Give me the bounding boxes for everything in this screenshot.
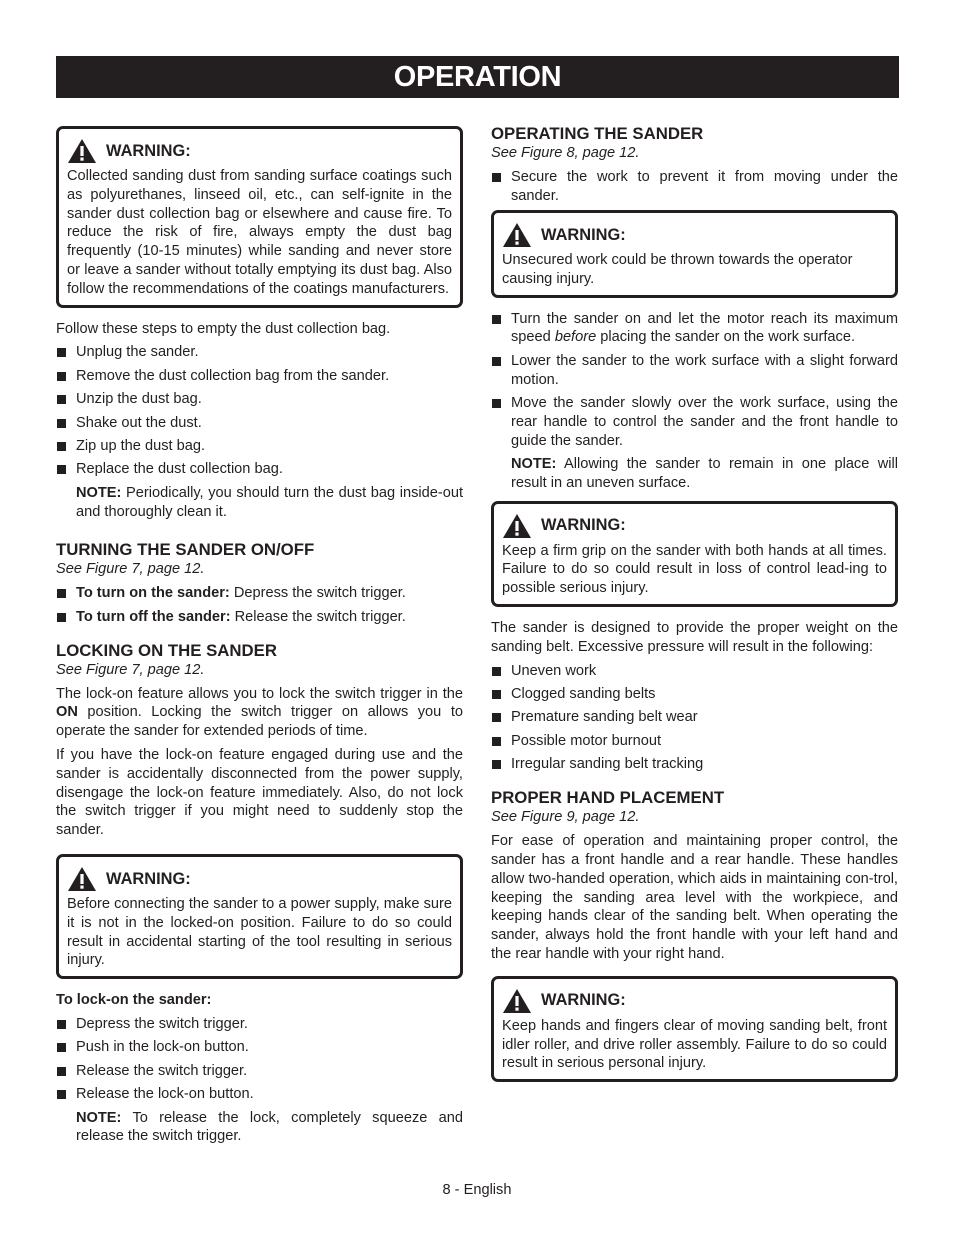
list-item: Lower the sander to the work surface with a slight forward motion. (491, 352, 898, 390)
list-item: Release the lock-on button. (56, 1085, 463, 1104)
item-label: To turn off the sander: (76, 608, 231, 625)
warning-label: WARNING: (541, 516, 626, 535)
page-title-banner (56, 56, 899, 98)
figure-reference: See Figure 8, page 12. (491, 145, 640, 161)
right-column (491, 124, 898, 1094)
item-emphasis: before (554, 329, 597, 346)
list-item: Zip up the dust bag. (56, 437, 463, 456)
warning-text: Keep hands and fingers clear of moving sanding belt, front idler roller, and drive roller assembly. Failure to do so could result in serious personal injury. (502, 1017, 887, 1072)
warning-text: Unsecured work could be thrown towards the operator causing injury. (502, 251, 853, 287)
lock-on-note (56, 1109, 463, 1147)
lock-on-steps-list (56, 1015, 463, 1104)
list-item: Shake out the dust. (56, 414, 463, 433)
lock-text-a: The lock-on feature allows you to lock the switch trigger in the (56, 685, 463, 702)
warning-triangle-icon (502, 988, 532, 1014)
item-text-a: Turn the sander on and let the motor reach its maximum speed (511, 310, 898, 346)
list-item: Unzip the dust bag. (56, 390, 463, 409)
warning-text: Keep a firm grip on the sander with both hands at all times. Failure to do so could result in loss of control lead-ing to possible serious injury. (502, 542, 887, 597)
section-heading-locking: LOCKING ON THE SANDER (56, 640, 277, 660)
list-item: Remove the dust collection bag from the sander. (56, 367, 463, 386)
warning-text: Collected sanding dust from sanding surface coatings such as polyurethanes, linseed oil, etc., can self-ignite in the sander dust collection bag or elsewhere and cause fire. To reduce the risk of fire, always empty the dust bag frequently (10-15 minutes) while sanding and never store or leave a sander without totally emptying its dust bag. Also follow the recommendations of the coatings manufacturers. (67, 168, 452, 297)
left-column (56, 124, 463, 1151)
lock-paragraph-1 (56, 685, 463, 741)
list-item (56, 584, 463, 603)
list-item: Irregular sanding belt tracking (491, 755, 898, 774)
empty-note (56, 484, 463, 522)
warning-triangle-icon (67, 866, 97, 892)
pressure-intro: The sander is designed to provide the proper weight on the sanding belt. Excessive pressure will result in the following: (491, 619, 898, 655)
list-item: Replace the dust collection bag. (56, 460, 463, 479)
on-off-list (56, 584, 463, 626)
on-label: ON (56, 704, 78, 721)
lock-text-b: position. Locking the switch trigger on allows you to operate the sander for extended periods of time. (56, 704, 463, 740)
list-item: Uneven work (491, 662, 898, 681)
list-item: Unplug the sander. (56, 343, 463, 362)
list-item: Secure the work to prevent it from moving under the sander. (491, 168, 898, 206)
warning-box-dust (56, 126, 463, 308)
page-title: OPERATION (393, 61, 562, 93)
list-item: Release the switch trigger. (56, 1062, 463, 1081)
list-item: Premature sanding belt wear (491, 708, 898, 727)
list-item: Depress the switch trigger. (56, 1015, 463, 1034)
warning-box-hands (491, 976, 898, 1082)
warning-triangle-icon (67, 138, 97, 164)
warning-triangle-icon (502, 513, 532, 539)
list-item: Clogged sanding belts (491, 685, 898, 704)
figure-reference: See Figure 7, page 12. (56, 661, 205, 678)
pressure-list (491, 662, 898, 774)
hand-paragraph: For ease of operation and maintaining proper control, the sander has a front handle and a rear handle. These handles allow two-handed operation, which aids in maintaining con-trol, keeping the sanding area level with the workpiece, and keeping hands clear of the sanding belt. When operating the sander, always hold the front handle with your left hand and the rear handle with your right hand. (491, 833, 898, 963)
operating-list-2 (491, 310, 898, 451)
list-item: Move the sander slowly over the work surface, using the rear handle to control the sander and the front handle to guide the sander. (491, 394, 898, 450)
section-heading-operating: OPERATING THE SANDER (491, 124, 704, 143)
warning-label: WARNING: (541, 991, 626, 1010)
note-label: NOTE: (511, 455, 557, 472)
warning-label: WARNING: (541, 225, 626, 244)
figure-reference: See Figure 9, page 12. (491, 809, 640, 826)
list-item: Possible motor burnout (491, 732, 898, 751)
warning-label: WARNING: (106, 869, 191, 888)
item-text: Release the switch trigger. (234, 608, 406, 625)
figure-reference: See Figure 7, page 12. (56, 561, 205, 578)
warning-label: WARNING: (106, 141, 191, 160)
page-footer: 8 - English (442, 1182, 512, 1198)
warning-header (67, 138, 452, 164)
warning-header (502, 513, 887, 539)
section-heading-hand: PROPER HAND PLACEMENT (491, 788, 725, 808)
warning-box-lock (56, 854, 463, 979)
note-text: Periodically, you should turn the dust bag inside-out and thoroughly clean it. (76, 484, 463, 520)
warning-header (502, 988, 887, 1014)
section-heading-on-off: TURNING THE SANDER ON/OFF (56, 540, 315, 560)
item-label: To turn on the sander: (76, 585, 230, 602)
empty-intro: Follow these steps to empty the dust collection bag. (56, 320, 391, 337)
operating-list-1 (491, 168, 898, 206)
item-text-b: placing the sander on the work surface. (600, 329, 856, 346)
note-text: To release the lock, completely squeeze and release the switch trigger. (76, 1109, 463, 1145)
note-label: NOTE: (76, 1109, 122, 1126)
list-item (56, 608, 463, 627)
note-label: NOTE: (76, 484, 122, 501)
warning-box-unsecured (491, 210, 898, 298)
lock-on-title: To lock-on the sander: (56, 992, 212, 1009)
warning-triangle-icon (502, 222, 532, 248)
warning-box-grip (491, 501, 898, 607)
list-item: Push in the lock-on button. (56, 1038, 463, 1057)
warning-header (67, 866, 452, 892)
empty-steps-list (56, 343, 463, 479)
lock-paragraph-2: If you have the lock-on feature engaged during use and the sander is accidentally disconnected from the power supply, disengage the lock-on feature immediately. Also, do not lock the switch trigger if you might need to suddenly stop the sander. (56, 747, 463, 839)
note-text: Allowing the sander to remain in one place will result in an uneven surface. (511, 455, 899, 491)
list-item (491, 310, 898, 348)
operating-note (491, 455, 898, 493)
warning-header (502, 222, 887, 248)
item-text: Depress the switch trigger. (233, 585, 406, 602)
warning-text: Before connecting the sander to a power supply, make sure it is not in the locked-on position. Failure to do so could result in accidental starting of the tool resulting in serious injury. (67, 896, 452, 969)
